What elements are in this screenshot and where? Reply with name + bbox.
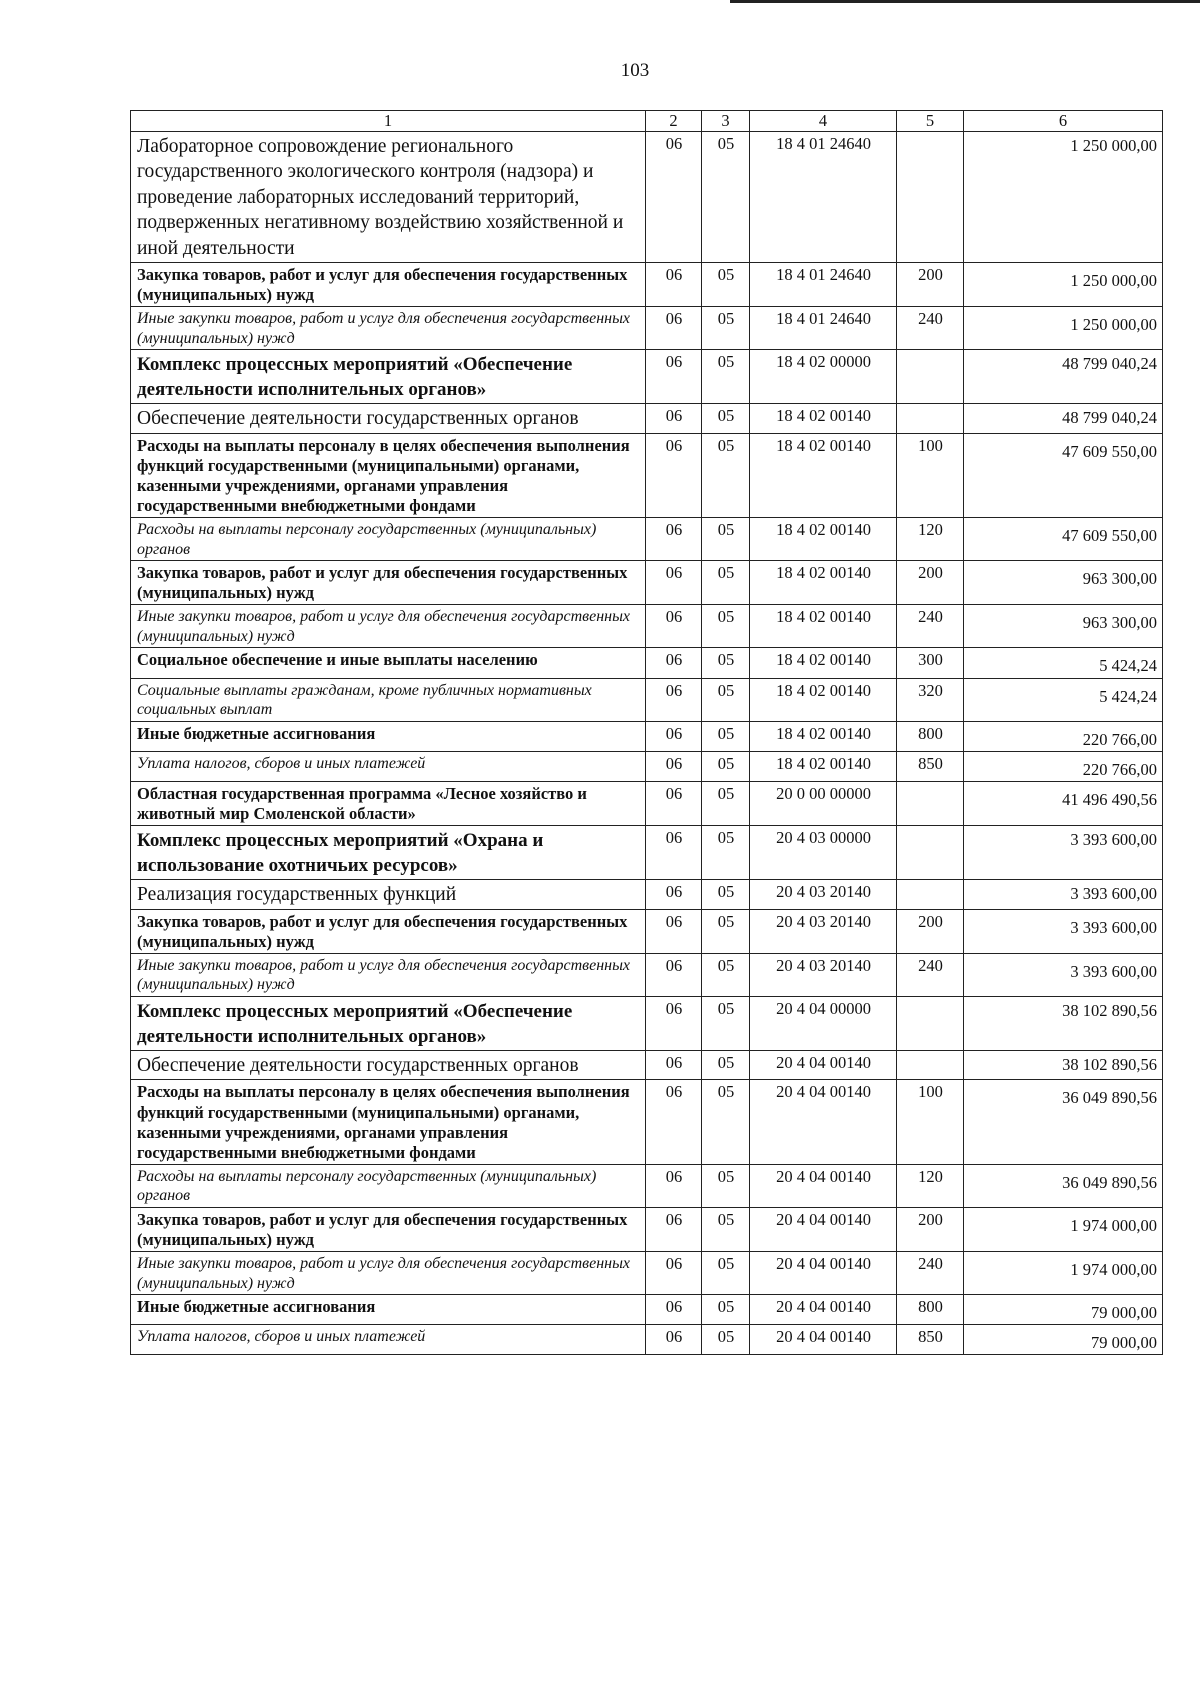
- amount-cell: 3 393 600,00: [964, 880, 1163, 909]
- subsection-code-cell: 05: [702, 1252, 750, 1295]
- column-header: 4: [750, 111, 897, 132]
- expense-type-cell: 120: [897, 1164, 964, 1207]
- amount-cell: 3 393 600,00: [964, 909, 1163, 953]
- section-code-cell: 06: [646, 433, 702, 518]
- table-row: [131, 132, 1163, 263]
- expense-type-cell: 240: [897, 307, 964, 350]
- row-name-cell: Комплекс процессных мероприятий «Обеспечение деятельности исполнительных органов»: [131, 996, 646, 1050]
- expense-type-cell: [897, 350, 964, 404]
- subsection-code-cell: 05: [702, 350, 750, 404]
- amount-cell: 38 102 890,56: [964, 1051, 1163, 1080]
- table-row: [131, 1080, 1163, 1165]
- section-code-cell: 06: [646, 1325, 702, 1355]
- row-name-cell: Иные бюджетные ассигнования: [131, 1295, 646, 1325]
- row-name-cell: Расходы на выплаты персоналу государственных (муниципальных) органов: [131, 1164, 646, 1207]
- table-row: [131, 953, 1163, 996]
- subsection-code-cell: 05: [702, 1080, 750, 1165]
- target-article-cell: 18 4 02 00140: [750, 433, 897, 518]
- section-code-cell: 06: [646, 404, 702, 433]
- expense-type-cell: [897, 404, 964, 433]
- table-row: [131, 996, 1163, 1050]
- table-row: [131, 1207, 1163, 1251]
- table-row: [131, 678, 1163, 721]
- target-article-cell: 18 4 02 00000: [750, 350, 897, 404]
- table-row: [131, 1295, 1163, 1325]
- target-article-cell: 18 4 02 00140: [750, 605, 897, 648]
- expense-type-cell: [897, 996, 964, 1050]
- target-article-cell: 20 4 04 00140: [750, 1051, 897, 1080]
- target-article-cell: 20 4 04 00140: [750, 1252, 897, 1295]
- subsection-code-cell: 05: [702, 996, 750, 1050]
- expense-type-cell: 200: [897, 561, 964, 605]
- expense-type-cell: 100: [897, 433, 964, 518]
- amount-cell: 5 424,24: [964, 648, 1163, 678]
- amount-cell: 48 799 040,24: [964, 350, 1163, 404]
- section-code-cell: 06: [646, 132, 702, 263]
- amount-cell: 1 250 000,00: [964, 262, 1163, 306]
- table-row: [131, 781, 1163, 825]
- table-row: [131, 648, 1163, 678]
- expense-type-cell: 200: [897, 909, 964, 953]
- amount-cell: 1 974 000,00: [964, 1252, 1163, 1295]
- expense-type-cell: [897, 781, 964, 825]
- target-article-cell: 20 0 00 00000: [750, 781, 897, 825]
- table-row: [131, 751, 1163, 781]
- target-article-cell: 18 4 01 24640: [750, 262, 897, 306]
- row-name-cell: Закупка товаров, работ и услуг для обеспечения государственных (муниципальных) нужд: [131, 561, 646, 605]
- expense-type-cell: 320: [897, 678, 964, 721]
- amount-cell: 48 799 040,24: [964, 404, 1163, 433]
- amount-cell: 963 300,00: [964, 561, 1163, 605]
- table-row: [131, 561, 1163, 605]
- subsection-code-cell: 05: [702, 678, 750, 721]
- amount-cell: 47 609 550,00: [964, 518, 1163, 561]
- expense-type-cell: 240: [897, 953, 964, 996]
- target-article-cell: 20 4 04 00000: [750, 996, 897, 1050]
- row-name-cell: Обеспечение деятельности государственных органов: [131, 1051, 646, 1080]
- row-name-cell: Закупка товаров, работ и услуг для обеспечения государственных (муниципальных) нужд: [131, 262, 646, 306]
- column-header: 2: [646, 111, 702, 132]
- target-article-cell: 20 4 04 00140: [750, 1080, 897, 1165]
- target-article-cell: 18 4 02 00140: [750, 721, 897, 751]
- subsection-code-cell: 05: [702, 1207, 750, 1251]
- column-header: 3: [702, 111, 750, 132]
- subsection-code-cell: 05: [702, 433, 750, 518]
- expense-type-cell: 850: [897, 1325, 964, 1355]
- section-code-cell: 06: [646, 996, 702, 1050]
- target-article-cell: 18 4 02 00140: [750, 648, 897, 678]
- subsection-code-cell: 05: [702, 1295, 750, 1325]
- subsection-code-cell: 05: [702, 648, 750, 678]
- amount-cell: 47 609 550,00: [964, 433, 1163, 518]
- subsection-code-cell: 05: [702, 561, 750, 605]
- table-header-row: [131, 111, 1163, 132]
- section-code-cell: 06: [646, 721, 702, 751]
- column-header: 1: [131, 111, 646, 132]
- row-name-cell: Обеспечение деятельности государственных органов: [131, 404, 646, 433]
- table-row: [131, 1252, 1163, 1295]
- table-row: [131, 721, 1163, 751]
- target-article-cell: 18 4 02 00140: [750, 751, 897, 781]
- subsection-code-cell: 05: [702, 721, 750, 751]
- table-row: [131, 404, 1163, 433]
- section-code-cell: 06: [646, 1051, 702, 1080]
- target-article-cell: 18 4 01 24640: [750, 307, 897, 350]
- row-name-cell: Уплата налогов, сборов и иных платежей: [131, 1325, 646, 1355]
- column-header: 5: [897, 111, 964, 132]
- table-row: [131, 1325, 1163, 1355]
- row-name-cell: Уплата налогов, сборов и иных платежей: [131, 751, 646, 781]
- row-name-cell: Социальные выплаты гражданам, кроме публичных нормативных социальных выплат: [131, 678, 646, 721]
- target-article-cell: 20 4 04 00140: [750, 1325, 897, 1355]
- row-name-cell: Лабораторное сопровождение регионального государственного экологического контроля (надзора) и проведение лабораторных исследований территорий, подверженных негативному воздействию хозяйственной и иной деятельности: [131, 132, 646, 263]
- table-row: [131, 605, 1163, 648]
- table-row: [131, 350, 1163, 404]
- expense-type-cell: [897, 880, 964, 909]
- subsection-code-cell: 05: [702, 1325, 750, 1355]
- subsection-code-cell: 05: [702, 781, 750, 825]
- section-code-cell: 06: [646, 350, 702, 404]
- amount-cell: 3 393 600,00: [964, 826, 1163, 880]
- section-code-cell: 06: [646, 1252, 702, 1295]
- subsection-code-cell: 05: [702, 404, 750, 433]
- scan-edge-line: [730, 0, 1200, 3]
- column-header: 6: [964, 111, 1163, 132]
- amount-cell: 36 049 890,56: [964, 1080, 1163, 1165]
- section-code-cell: 06: [646, 262, 702, 306]
- table-row: [131, 518, 1163, 561]
- amount-cell: 1 974 000,00: [964, 1207, 1163, 1251]
- section-code-cell: 06: [646, 561, 702, 605]
- expense-type-cell: 100: [897, 1080, 964, 1165]
- table-row: [131, 880, 1163, 909]
- subsection-code-cell: 05: [702, 1164, 750, 1207]
- row-name-cell: Социальное обеспечение и иные выплаты населению: [131, 648, 646, 678]
- subsection-code-cell: 05: [702, 953, 750, 996]
- section-code-cell: 06: [646, 826, 702, 880]
- subsection-code-cell: 05: [702, 605, 750, 648]
- row-name-cell: Областная государственная программа «Лесное хозяйство и животный мир Смоленской области»: [131, 781, 646, 825]
- section-code-cell: 06: [646, 678, 702, 721]
- amount-cell: 79 000,00: [964, 1325, 1163, 1355]
- page-number: 103: [620, 60, 650, 81]
- section-code-cell: 06: [646, 1080, 702, 1165]
- expense-type-cell: 800: [897, 721, 964, 751]
- row-name-cell: Реализация государственных функций: [131, 880, 646, 909]
- expense-type-cell: 850: [897, 751, 964, 781]
- expense-type-cell: 200: [897, 262, 964, 306]
- table-row: [131, 1164, 1163, 1207]
- expense-type-cell: 240: [897, 605, 964, 648]
- amount-cell: 5 424,24: [964, 678, 1163, 721]
- target-article-cell: 20 4 03 20140: [750, 953, 897, 996]
- target-article-cell: 20 4 03 20140: [750, 909, 897, 953]
- row-name-cell: Комплекс процессных мероприятий «Обеспечение деятельности исполнительных органов»: [131, 350, 646, 404]
- section-code-cell: 06: [646, 518, 702, 561]
- section-code-cell: 06: [646, 1207, 702, 1251]
- section-code-cell: 06: [646, 307, 702, 350]
- expense-type-cell: 120: [897, 518, 964, 561]
- subsection-code-cell: 05: [702, 262, 750, 306]
- section-code-cell: 06: [646, 781, 702, 825]
- section-code-cell: 06: [646, 880, 702, 909]
- subsection-code-cell: 05: [702, 518, 750, 561]
- expense-type-cell: [897, 826, 964, 880]
- subsection-code-cell: 05: [702, 880, 750, 909]
- target-article-cell: 20 4 04 00140: [750, 1207, 897, 1251]
- amount-cell: 41 496 490,56: [964, 781, 1163, 825]
- subsection-code-cell: 05: [702, 751, 750, 781]
- expense-type-cell: 240: [897, 1252, 964, 1295]
- amount-cell: 220 766,00: [964, 751, 1163, 781]
- row-name-cell: Закупка товаров, работ и услуг для обеспечения государственных (муниципальных) нужд: [131, 909, 646, 953]
- subsection-code-cell: 05: [702, 1051, 750, 1080]
- row-name-cell: Комплекс процессных мероприятий «Охрана и использование охотничьих ресурсов»: [131, 826, 646, 880]
- amount-cell: 220 766,00: [964, 721, 1163, 751]
- row-name-cell: Закупка товаров, работ и услуг для обеспечения государственных (муниципальных) нужд: [131, 1207, 646, 1251]
- row-name-cell: Иные закупки товаров, работ и услуг для обеспечения государственных (муниципальных) нужд: [131, 1252, 646, 1295]
- table-row: [131, 909, 1163, 953]
- table-row: [131, 433, 1163, 518]
- table-row: [131, 1051, 1163, 1080]
- amount-cell: 36 049 890,56: [964, 1164, 1163, 1207]
- target-article-cell: 20 4 03 00000: [750, 826, 897, 880]
- target-article-cell: 20 4 04 00140: [750, 1295, 897, 1325]
- target-article-cell: 20 4 04 00140: [750, 1164, 897, 1207]
- amount-cell: 1 250 000,00: [964, 307, 1163, 350]
- expense-type-cell: 200: [897, 1207, 964, 1251]
- section-code-cell: 06: [646, 648, 702, 678]
- section-code-cell: 06: [646, 1295, 702, 1325]
- row-name-cell: Иные бюджетные ассигнования: [131, 721, 646, 751]
- expense-type-cell: [897, 1051, 964, 1080]
- budget-table: [130, 110, 1163, 1355]
- row-name-cell: Иные закупки товаров, работ и услуг для обеспечения государственных (муниципальных) нужд: [131, 605, 646, 648]
- amount-cell: 3 393 600,00: [964, 953, 1163, 996]
- table-row: [131, 262, 1163, 306]
- section-code-cell: 06: [646, 909, 702, 953]
- subsection-code-cell: 05: [702, 909, 750, 953]
- subsection-code-cell: 05: [702, 307, 750, 350]
- section-code-cell: 06: [646, 751, 702, 781]
- target-article-cell: 20 4 03 20140: [750, 880, 897, 909]
- amount-cell: 1 250 000,00: [964, 132, 1163, 263]
- row-name-cell: Расходы на выплаты персоналу государственных (муниципальных) органов: [131, 518, 646, 561]
- row-name-cell: Иные закупки товаров, работ и услуг для обеспечения государственных (муниципальных) нужд: [131, 953, 646, 996]
- amount-cell: 79 000,00: [964, 1295, 1163, 1325]
- table-row: [131, 307, 1163, 350]
- amount-cell: 38 102 890,56: [964, 996, 1163, 1050]
- target-article-cell: 18 4 01 24640: [750, 132, 897, 263]
- expense-type-cell: 300: [897, 648, 964, 678]
- section-code-cell: 06: [646, 605, 702, 648]
- target-article-cell: 18 4 02 00140: [750, 518, 897, 561]
- subsection-code-cell: 05: [702, 132, 750, 263]
- amount-cell: 963 300,00: [964, 605, 1163, 648]
- target-article-cell: 18 4 02 00140: [750, 678, 897, 721]
- section-code-cell: 06: [646, 1164, 702, 1207]
- target-article-cell: 18 4 02 00140: [750, 561, 897, 605]
- table-row: [131, 826, 1163, 880]
- subsection-code-cell: 05: [702, 826, 750, 880]
- budget-table-body: [131, 111, 1163, 1355]
- row-name-cell: Иные закупки товаров, работ и услуг для обеспечения государственных (муниципальных) нужд: [131, 307, 646, 350]
- section-code-cell: 06: [646, 953, 702, 996]
- row-name-cell: Расходы на выплаты персоналу в целях обеспечения выполнения функций государственными (муниципальными) органами, казенными учреждениями, органами управления государственными внебюджетными фондами: [131, 1080, 646, 1165]
- target-article-cell: 18 4 02 00140: [750, 404, 897, 433]
- expense-type-cell: [897, 132, 964, 263]
- row-name-cell: Расходы на выплаты персоналу в целях обеспечения выполнения функций государственными (муниципальными) органами, казенными учреждениями, органами управления государственными внебюджетными фондами: [131, 433, 646, 518]
- expense-type-cell: 800: [897, 1295, 964, 1325]
